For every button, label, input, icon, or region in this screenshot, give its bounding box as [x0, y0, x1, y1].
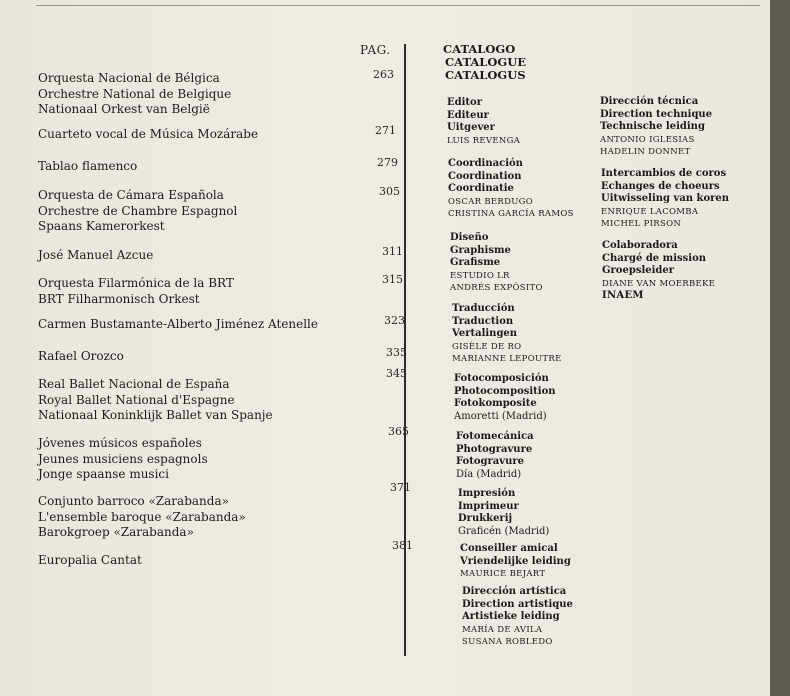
credit-role: Fotokomposite — [454, 398, 537, 409]
toc-entry — [38, 539, 413, 569]
credit-role: Imprimeur — [458, 500, 519, 512]
credit-role: Graphisme — [450, 244, 511, 256]
credit-role: Grafisme — [450, 257, 501, 268]
toc-entry-title: Conjunto barroco «Zarabanda» — [38, 494, 229, 508]
toc-entry — [38, 273, 403, 307]
toc-page-number: 305 — [379, 185, 400, 198]
credit-role: Technische leiding — [600, 121, 705, 132]
toc-page-number: 371 — [390, 481, 411, 494]
toc-entry-title: Spaans Kamerorkest — [38, 219, 165, 233]
credit-name: CRISTINA GARCÍA RAMOS — [448, 209, 574, 219]
toc-entry — [38, 346, 407, 365]
credit-role: Fotogravure — [456, 456, 524, 467]
credit-role: Uitgever — [447, 122, 495, 133]
credit-role: Echanges de choeurs — [601, 180, 720, 192]
credit-name: HADELIN DONNET — [600, 147, 691, 157]
toc-page-number: 311 — [382, 245, 403, 258]
toc-page-number: 345 — [386, 367, 407, 380]
credit-role: Coordinatie — [448, 183, 514, 194]
credit-name: MARÍA DE AVILA — [462, 624, 543, 635]
toc-page-number: 271 — [375, 124, 396, 137]
toc-page-number: 365 — [388, 425, 409, 438]
toc-entry-title: Jonge spaanse musici — [38, 467, 169, 481]
toc-entry-title: Real Ballet Nacional de España — [38, 377, 230, 391]
toc-entry-title: Europalia Cantat — [38, 553, 142, 567]
credit-role: Vriendelijke leiding — [460, 555, 571, 567]
credit-role: Artistieke leiding — [462, 611, 560, 622]
credit-block — [454, 373, 624, 423]
toc-entry — [38, 481, 411, 541]
credit-block — [460, 543, 630, 581]
credit-role: Photogravure — [456, 443, 533, 455]
credit-name: MICHEL PIRSON — [601, 219, 682, 229]
toc-entry-title: José Manuel Azcue — [38, 248, 154, 262]
toc-entry-title: BRT Filharmonisch Orkest — [38, 291, 200, 306]
credit-role: Coordination — [448, 170, 522, 182]
toc-entry-title: Royal Ballet National d'Espagne — [38, 392, 235, 407]
credit-block — [601, 168, 770, 231]
toc-page-number: 335 — [386, 346, 407, 359]
credit-name: INAEM — [602, 290, 644, 301]
credit-name: ENRIQUE LACOMBA — [601, 206, 699, 217]
credit-block — [452, 303, 622, 366]
credit-role: Dirección artística — [462, 586, 567, 597]
credit-role: Impresión — [458, 488, 516, 499]
toc-entry — [38, 425, 409, 483]
credit-role: Groepsleider — [602, 265, 675, 276]
toc-entry-title: Orchestre National de Belgique — [38, 86, 232, 101]
toc-page-number: 279 — [377, 156, 398, 169]
toc-entry-title: Jóvenes músicos españoles — [38, 436, 202, 450]
credit-role: Coordinación — [448, 158, 523, 169]
toc-entry — [38, 68, 398, 118]
credit-role: Dirección técnica — [600, 96, 699, 107]
toc-entry — [38, 314, 405, 333]
toc-page-number: 263 — [373, 68, 394, 81]
credit-block — [447, 97, 617, 147]
toc-entry-title: Barokgroep «Zarabanda» — [38, 525, 194, 539]
credit-role: Direction artistique — [462, 598, 573, 610]
credit-role: Direction technique — [600, 108, 713, 120]
top-rule — [36, 5, 760, 6]
credit-name: MAURICE BEJART — [460, 569, 546, 579]
credit-block — [462, 586, 632, 649]
credit-name: ANDRÉS EXPÓSITO — [450, 283, 543, 293]
catalog-title — [443, 43, 526, 82]
page-column-header: PAG. — [360, 43, 391, 57]
credit-role: Colaboradora — [602, 240, 678, 251]
credit-role: Editor — [447, 97, 482, 108]
toc-entry-title: Nationaal Orkest van België — [38, 102, 210, 116]
credit-role: Traducción — [452, 303, 515, 314]
credit-block — [450, 232, 620, 295]
toc-entry — [38, 185, 400, 235]
credit-role: Fotocomposición — [454, 373, 549, 384]
credit-block — [456, 431, 626, 481]
toc-entry-title: Rafael Orozco — [38, 349, 124, 363]
credit-role: Conseiller amical — [460, 543, 558, 554]
toc-entry-title: Jeunes musiciens espagnols — [38, 451, 208, 466]
credit-role: Traduction — [452, 315, 514, 327]
credit-name: ESTUDIO LR — [450, 270, 510, 281]
toc-page-number: 381 — [392, 539, 413, 552]
toc-page-number: 323 — [384, 314, 405, 327]
toc-entry-title: Orquesta de Cámara Española — [38, 188, 224, 202]
toc-entry-title: Nationaal Koninklijk Ballet van Spanje — [38, 408, 273, 422]
toc-entry-title: Carmen Bustamante-Alberto Jiménez Atenelle — [38, 317, 318, 331]
toc-page-number: 315 — [382, 273, 403, 286]
credit-role: Vertalingen — [452, 328, 518, 339]
credit-name: DIANE VAN MOERBEKE — [602, 278, 716, 289]
credit-block — [600, 96, 770, 159]
credit-role: Chargé de mission — [602, 252, 707, 264]
credit-role: Diseño — [450, 232, 489, 243]
credit-name: SUSANA ROBLEDO — [462, 637, 553, 647]
toc-entry-title: Cuarteto vocal de Música Mozárabe — [38, 127, 259, 141]
toc-entry-title: L'ensemble baroque «Zarabanda» — [38, 509, 246, 524]
catalog-title-nl: CATALOGUS — [445, 68, 526, 82]
catalog-title-fr: CATALOGUE — [445, 55, 527, 69]
credit-block — [448, 158, 618, 221]
toc-entry — [38, 156, 398, 175]
toc-entry-title: Orquesta Nacional de Bélgica — [38, 71, 220, 85]
credit-block — [458, 488, 628, 538]
credit-name: MARIANNE LEPOUTRE — [452, 354, 562, 364]
credit-role: Photocomposition — [454, 385, 556, 397]
credit-name: Día (Madrid) — [456, 468, 522, 480]
credit-role: Drukkerij — [458, 513, 513, 524]
credit-name: GISÈLE DE RO — [452, 341, 522, 352]
credit-block — [602, 240, 770, 303]
credit-role: Fotomecánica — [456, 431, 534, 442]
toc-entry — [38, 245, 403, 264]
catalog-title-es: CATALOGO — [443, 42, 516, 56]
toc-entry-title: Orchestre de Chambre Espagnol — [38, 203, 238, 218]
credit-name: LUIS REVENGA — [447, 135, 521, 146]
credit-name: Graficén (Madrid) — [458, 525, 550, 537]
toc-entry-title: Tablao flamenco — [38, 159, 138, 173]
toc-entry — [38, 367, 407, 424]
credit-role: Intercambios de coros — [601, 168, 727, 179]
toc-entry — [38, 124, 398, 143]
credit-name: ANTONIO IGLESIAS — [600, 134, 695, 145]
credit-role: Editeur — [447, 109, 489, 121]
credit-role: Uitwisseling van koren — [601, 193, 730, 204]
credit-name: OSCAR BERDUGO — [448, 196, 534, 207]
toc-entry-title: Orquesta Filarmónica de la BRT — [38, 276, 234, 290]
credit-name: Amoretti (Madrid) — [454, 410, 547, 422]
